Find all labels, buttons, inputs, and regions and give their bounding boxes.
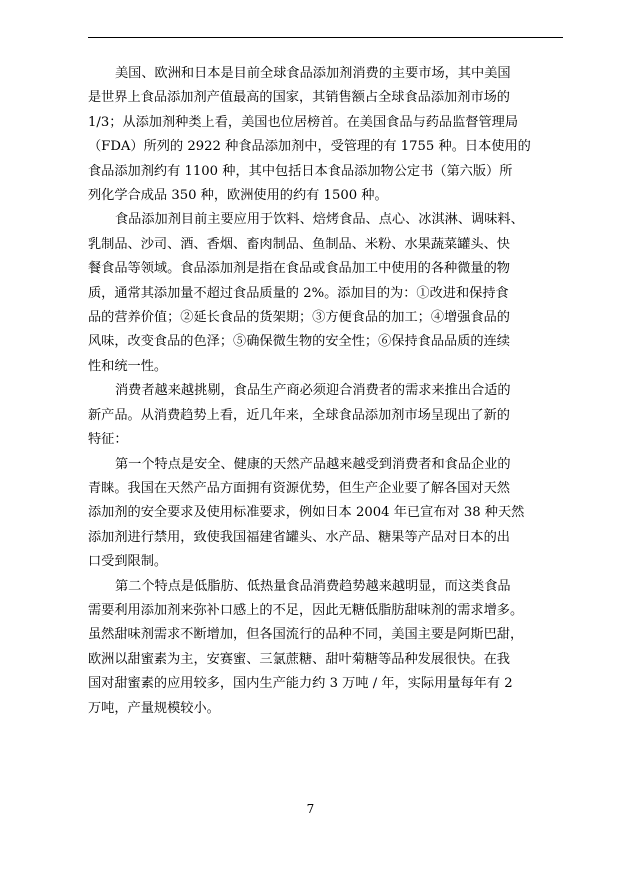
- paragraph-5: [88, 575, 563, 721]
- text-line: 新产品。从消费趋势上看，近几年来，全球食品添加剂市场呈现出了新的: [88, 407, 510, 423]
- paragraph-3: [88, 379, 563, 452]
- paragraph-2: [88, 208, 563, 379]
- text-line: 万吨，产量规模较小。: [88, 700, 220, 716]
- text-line: 列化学合成品 350 种，欧洲使用的约有 1500 种。: [88, 188, 388, 204]
- text-line: 性和统一性。: [88, 358, 168, 374]
- text-line: 第一个特点是安全、健康的天然产品越来越受到消费者和食品企业的: [115, 456, 511, 472]
- text-line: 食品添加剂约有 1100 种，其中包括日本食品添加物公定书（第六版）所: [88, 163, 513, 179]
- paragraph-4: [88, 453, 563, 575]
- text-line: 乳制品、沙司、酒、香烟、畜肉制品、鱼制品、米粉、水果蔬菜罐头、快: [88, 236, 510, 252]
- text-line: 美国、欧洲和日本是目前全球食品添加剂消费的主要市场，其中美国: [115, 66, 511, 81]
- paragraph-1: [88, 62, 563, 208]
- text-line: 是世界上食品添加剂产值最高的国家，其销售额占全球食品添加剂市场的: [88, 90, 510, 106]
- text-line: 欧洲以甜蜜素为主，安赛蜜、三氯蔗糖、甜叶菊糖等品种发展很快。在我: [88, 651, 510, 667]
- header-rule: [88, 37, 563, 38]
- text-line: 添加剂的安全要求及使用标准要求，例如日本 2004 年已宣布对 38 种天然: [88, 505, 525, 521]
- text-line: 第二个特点是低脂肪、低热量食品消费趋势越来越明显，而这类食品: [115, 578, 511, 594]
- text-line: 青睐。我国在天然产品方面拥有资源优势，但生产企业要了解各国对天然: [88, 480, 510, 496]
- text-line: 口受到限制。: [88, 554, 168, 570]
- document-body: [88, 62, 563, 721]
- text-line: 添加剂进行禁用，致使我国福建省罐头、水产品、糖果等产品对日本的出: [88, 529, 510, 545]
- text-line: 需要利用添加剂来弥补口感上的不足，因此无糖低脂肪甜味剂的需求增多。: [88, 602, 524, 618]
- text-line: 质，通常其添加量不超过食品质量的 2%。添加目的为：①改进和保持食: [88, 285, 509, 301]
- text-line: （FDA）所列的 2922 种食品添加剂中，受管理的有 1755 种。日本使用的: [88, 139, 531, 155]
- text-line: 风味，改变食品的色泽；⑤确保微生物的安全性；⑥保持食品品质的连续: [88, 334, 510, 350]
- text-line: 1/3；从添加剂种类上看，美国也位居榜首。在美国食品与药品监督管理局: [88, 114, 519, 130]
- text-line: 食品添加剂目前主要应用于饮料、焙烤食品、点心、冰淇淋、调味料、: [115, 212, 524, 228]
- text-line: 国对甜蜜素的应用较多，国内生产能力约 3 万吨 / 年，实际用量每年有 2: [88, 676, 513, 692]
- text-line: 品的营养价值；②延长食品的货架期；③方便食品的加工；④增强食品的: [88, 310, 510, 326]
- text-line: 虽然甜味剂需求不断增加，但各国流行的品种不同，美国主要是阿斯巴甜，: [88, 627, 524, 643]
- text-line: 特征：: [88, 432, 128, 448]
- text-line: 餐食品等领域。食品添加剂是指在食品或食品加工中使用的各种微量的物: [88, 261, 510, 277]
- text-line: 消费者越来越挑剔，食品生产商必须迎合消费者的需求来推出合适的: [115, 383, 511, 399]
- page-number: 7: [306, 802, 315, 816]
